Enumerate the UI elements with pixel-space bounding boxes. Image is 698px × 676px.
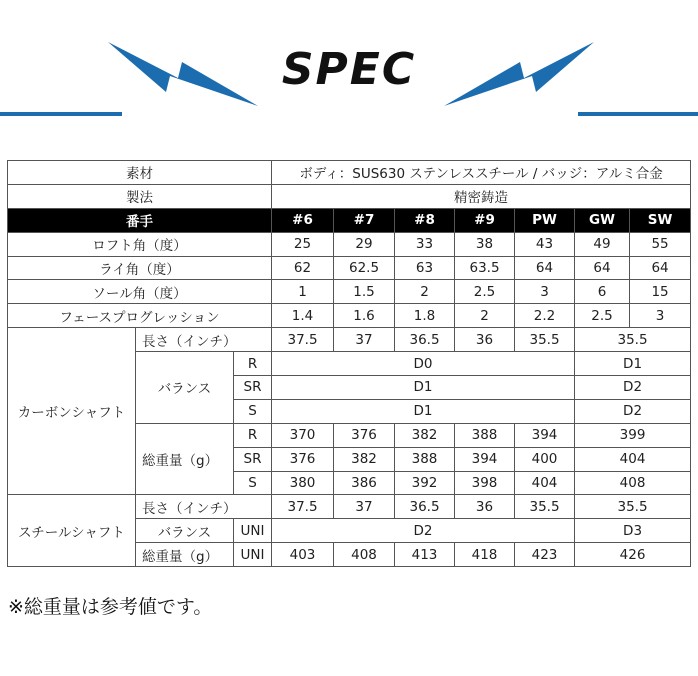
carbon-weight-cell: 392	[395, 471, 455, 495]
loft-cell: 33	[395, 232, 455, 256]
number-cell: GW	[575, 208, 630, 232]
loft-cell: 55	[630, 232, 691, 256]
number-cell: #7	[334, 208, 395, 232]
fp-cell: 1.8	[395, 304, 455, 328]
material-row	[8, 161, 691, 185]
carbon-weight-cell: 376	[334, 423, 395, 447]
carbon-balance-cell: D1	[272, 399, 575, 423]
number-cell: PW	[515, 208, 575, 232]
spec-table	[7, 160, 691, 567]
steel-weight-cell: 418	[455, 543, 515, 567]
lie-cell: 63.5	[455, 256, 515, 280]
steel-balance-cell: D3	[575, 519, 691, 543]
sole-cell: 1.5	[334, 280, 395, 304]
fp-cell: 3	[630, 304, 691, 328]
lie-cell: 62.5	[334, 256, 395, 280]
lie-label: ライ角（度）	[8, 256, 272, 280]
carbon-weight-cell: 400	[515, 447, 575, 471]
fp-cell: 2.2	[515, 304, 575, 328]
flex-label: SR	[234, 447, 272, 471]
number-cell: #8	[395, 208, 455, 232]
fp-cell: 1.6	[334, 304, 395, 328]
method-row	[8, 184, 691, 208]
number-header-row	[8, 208, 691, 232]
number-cell: #6	[272, 208, 334, 232]
carbon-weight-cell: 370	[272, 423, 334, 447]
carbon-weight-cell: 404	[515, 471, 575, 495]
steel-weight-cell: 408	[334, 543, 395, 567]
sole-cell: 2	[395, 280, 455, 304]
flex-label: R	[234, 423, 272, 447]
carbon-weight-cell: 376	[272, 447, 334, 471]
loft-label: ロフト角（度）	[8, 232, 272, 256]
sole-label: ソール角（度）	[8, 280, 272, 304]
lie-cell: 64	[515, 256, 575, 280]
carbon-balance-cell: D2	[575, 376, 691, 400]
carbon-balance-cell: D1	[272, 376, 575, 400]
lie-cell: 63	[395, 256, 455, 280]
face-progression-row	[8, 304, 691, 328]
carbon-weight-cell: 388	[395, 447, 455, 471]
material-value: ボディ：SUS630 ステンレススチール / バッジ：アルミ合金	[272, 161, 691, 185]
carbon-length-label: 長さ（インチ）	[136, 328, 272, 352]
carbon-balance-cell: D2	[575, 399, 691, 423]
loft-cell: 29	[334, 232, 395, 256]
steel-weight-cell: 426	[575, 543, 691, 567]
steel-weight-cell: 403	[272, 543, 334, 567]
carbon-weight-cell: 394	[455, 447, 515, 471]
steel-length-cell: 37.5	[272, 495, 334, 519]
fp-cell: 2.5	[575, 304, 630, 328]
method-label: 製法	[8, 184, 272, 208]
flex-label: SR	[234, 376, 272, 400]
flex-label: R	[234, 352, 272, 376]
steel-shaft-label: スチールシャフト	[8, 495, 136, 567]
carbon-length-cell: 36.5	[395, 328, 455, 352]
flex-label: S	[234, 471, 272, 495]
lie-cell: 64	[575, 256, 630, 280]
flex-label: S	[234, 399, 272, 423]
weight-reference-note: ※総重量は参考値です。	[8, 596, 213, 618]
loft-cell: 25	[272, 232, 334, 256]
lie-cell: 64	[630, 256, 691, 280]
loft-cell: 43	[515, 232, 575, 256]
carbon-weight-cell: 404	[575, 447, 691, 471]
loft-row	[8, 232, 691, 256]
steel-length-cell: 37	[334, 495, 395, 519]
carbon-weight-cell: 382	[334, 447, 395, 471]
sole-cell: 15	[630, 280, 691, 304]
method-value: 精密鋳造	[272, 184, 691, 208]
steel-weight-label: 総重量（g）	[136, 543, 234, 567]
carbon-length-cell: 35.5	[575, 328, 691, 352]
flex-label: UNI	[234, 543, 272, 567]
carbon-weight-label: 総重量（g）	[136, 423, 234, 495]
carbon-length-cell: 37	[334, 328, 395, 352]
carbon-length-row	[8, 328, 691, 352]
number-label: 番手	[8, 208, 272, 232]
carbon-weight-cell: 398	[455, 471, 515, 495]
sole-cell: 3	[515, 280, 575, 304]
page-title: SPEC	[281, 44, 417, 95]
fp-cell: 2	[455, 304, 515, 328]
steel-length-row	[8, 495, 691, 519]
steel-length-label: 長さ（インチ）	[136, 495, 272, 519]
steel-length-cell: 36.5	[395, 495, 455, 519]
fp-cell: 1.4	[272, 304, 334, 328]
steel-length-cell: 35.5	[515, 495, 575, 519]
face-progression-label: フェースプログレッション	[8, 304, 272, 328]
carbon-weight-cell: 388	[455, 423, 515, 447]
flex-label: UNI	[234, 519, 272, 543]
sole-cell: 6	[575, 280, 630, 304]
carbon-weight-cell: 399	[575, 423, 691, 447]
carbon-weight-cell: 394	[515, 423, 575, 447]
carbon-length-cell: 35.5	[515, 328, 575, 352]
loft-cell: 38	[455, 232, 515, 256]
carbon-balance-cell: D1	[575, 352, 691, 376]
header-line-left	[0, 112, 122, 116]
number-cell: SW	[630, 208, 691, 232]
loft-cell: 49	[575, 232, 630, 256]
steel-length-cell: 36	[455, 495, 515, 519]
steel-weight-cell: 413	[395, 543, 455, 567]
steel-weight-cell: 423	[515, 543, 575, 567]
sole-cell: 2.5	[455, 280, 515, 304]
carbon-length-cell: 36	[455, 328, 515, 352]
steel-length-cell: 35.5	[575, 495, 691, 519]
material-label: 素材	[8, 161, 272, 185]
carbon-balance-label: バランス	[136, 352, 234, 424]
carbon-length-cell: 37.5	[272, 328, 334, 352]
sole-row	[8, 280, 691, 304]
lie-row	[8, 256, 691, 280]
sole-cell: 1	[272, 280, 334, 304]
carbon-weight-cell: 382	[395, 423, 455, 447]
carbon-balance-cell: D0	[272, 352, 575, 376]
carbon-weight-cell: 380	[272, 471, 334, 495]
number-cell: #9	[455, 208, 515, 232]
header-line-right	[578, 112, 698, 116]
lie-cell: 62	[272, 256, 334, 280]
steel-balance-cell: D2	[272, 519, 575, 543]
carbon-weight-cell: 386	[334, 471, 395, 495]
steel-balance-label: バランス	[136, 519, 234, 543]
carbon-shaft-label: カーボンシャフト	[8, 328, 136, 495]
carbon-weight-cell: 408	[575, 471, 691, 495]
